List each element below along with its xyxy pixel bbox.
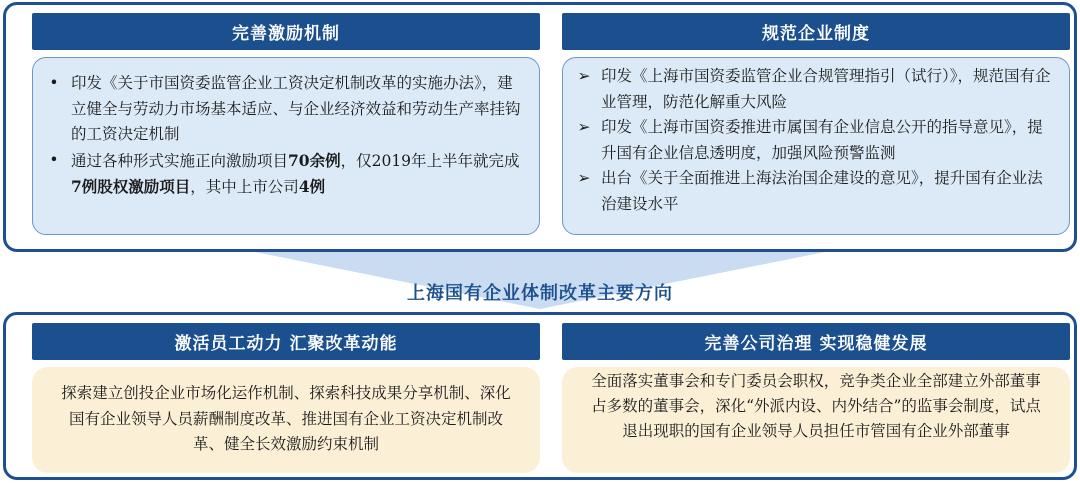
incentive-bullet-2-text-c: ，其中上市公司 [190,178,299,196]
arrow-bullet-icon: ➢ [577,169,591,187]
enterprise-bullet-list [563,64,1055,217]
incentive-box [32,57,540,235]
incentive-bullet-2 [33,148,525,201]
header-enterprise-system: 规范企业制度 [562,13,1070,50]
employee-motivation-text: 探索建立创投企业市场化运作机制、探索科技成果分享机制、深化国有企业领导人员薪酬制度改革、推进国有企业工资决定机制改革、健全长效激励约束机制 [61,384,511,453]
header-employee-motivation: 激活员工动力 汇聚改革动能 [32,323,540,360]
incentive-bullet-list [33,71,525,201]
listed-company-count: 4例 [298,177,326,196]
enterprise-bullet-1-text: 印发《上海市国资委监管企业合规管理指引（试行）》，规范国有企业管理，防范化解重大风险 [601,67,1051,111]
enterprise-bullet-1 [563,64,1055,115]
enterprise-bullet-2-text: 印发《上海市国资委推进市属国有企业信息公开的指导意见》，提升国有企业信息透明度，加强风险预警监测 [601,118,1043,162]
header-incentive-mechanism: 完善激励机制 [32,13,540,50]
top-frame [3,2,1077,252]
employee-motivation-box [32,367,540,473]
header-corporate-governance: 完善公司治理 实现稳健发展 [562,323,1070,360]
incentive-count-70: 70余例 [288,150,341,170]
incentive-bullet-1 [33,71,525,148]
incentive-bullet-1-text: 印发《关于市国资委监管企业工资决定机制改革的实施办法》，建立健全与劳动力市场基本适应、与企业经济效益和劳动生产率挂钩的工资决定机制 [71,74,521,143]
enterprise-bullet-2 [563,115,1055,166]
enterprise-bullet-3 [563,166,1055,217]
diagram-center-title: 上海国有企业体制改革主要方向 [407,283,673,304]
corporate-governance-text: 全面落实董事会和专门委员会职权，竞争类企业全部建立外部董事占多数的董事会，深化“外派内设、内外结合”的监事会制度，试点退出现职的国有企业领导人员担任市管国有企业外部董事 [591,372,1041,440]
arrow-bullet-icon: ➢ [577,118,591,136]
arrow-bullet-icon: ➢ [577,67,591,85]
incentive-bullet-2-text-a: 通过各种形式实施正向激励项目 [71,151,289,170]
incentive-bullet-2-text-b: ，仅2019年上半年就完成 [340,151,520,170]
corporate-governance-box [562,367,1070,473]
equity-incentive-count: 7例股权激励项目 [71,177,191,196]
bottom-frame [3,312,1077,480]
enterprise-system-box [562,57,1070,235]
bullet-marker: • [49,74,59,92]
bullet-marker: • [49,150,59,169]
enterprise-bullet-3-text: 出台《关于全面推进上海法治国企建设的意见》，提升国有企业法治建设水平 [601,169,1043,213]
